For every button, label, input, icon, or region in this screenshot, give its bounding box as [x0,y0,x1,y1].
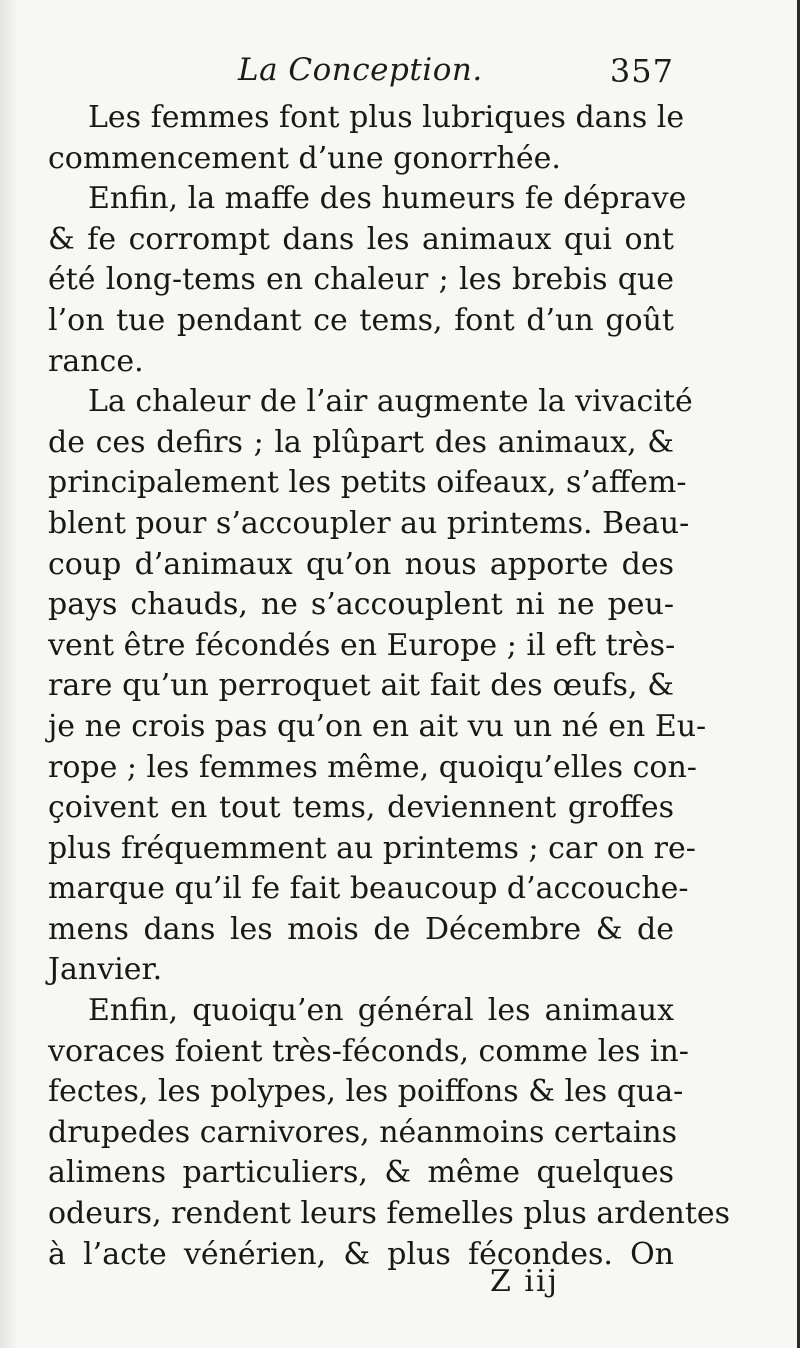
text-line: drupedes carnivores, néanmoins certains [48,1114,678,1150]
text-line: Les femmes font plus lubriques dans le [88,100,685,135]
text-line: plus fréquemment au printems ; car on re- [48,830,696,866]
signature-mark: Z iij [490,1264,559,1299]
text-line: Enfin, quoiqu’en général les animaux [88,993,674,1029]
paragraph [48,98,685,179]
text-line: pays chauds, ne s’accouplent ni ne peu- [48,587,674,623]
text-line: je ne crois pas qu’on en ait vu un né en Eu- [48,708,707,744]
paragraph [48,991,731,1275]
text-line: de ces defirs ; la plûpart des animaux, & [48,424,674,460]
paragraph [48,179,687,382]
text-line: marque qu’il fe fait beaucoup d’accouche- [48,871,689,907]
text-line: çoivent en tout tems, deviennent groffes [48,790,674,826]
page-number: 357 [609,52,674,90]
text-line: rare qu’un perroquet ait fait des œufs, & [48,668,674,704]
text-line: été long-tems en chaleur ; les brebis que [48,262,674,298]
body-text [48,98,731,1275]
text-line: vent être fécondés en Europe ; il eft très- [48,627,676,663]
text-line: Janvier. [48,952,163,988]
text-line: alimens particuliers, & même quelques [48,1155,674,1191]
text-line: l’on tue pendant ce tems, font d’un goût [48,302,674,338]
text-line: coup d’animaux qu’on nous apporte des [48,546,674,582]
text-line: mens dans les mois de Décembre & de [48,911,674,947]
text-line: Enfin, la maffe des humeurs fe déprave [88,181,687,217]
running-title: La Conception. [238,52,483,88]
text-line: & fe corrompt dans les animaux qui ont [48,221,674,257]
text-line: odeurs, rendent leurs femelles plus ardentes [48,1196,731,1232]
paragraph [48,382,707,991]
text-line: rance. [48,343,144,379]
text-line: blent pour s’accoupler au printems. Beau- [48,505,690,541]
text-line: à l’acte vénérien, & plus fécondes. On [48,1236,674,1272]
page-header [48,48,674,98]
text-line: fectes, les polypes, les poiffons & les qua- [48,1074,684,1110]
text-line: rope ; les femmes même, quoiqu’elles con- [48,749,697,785]
text-line: commencement d’une gonorrhée. [48,140,561,176]
text-line: principalement les petits oifeaux, s’affem- [48,465,687,501]
text-line: La chaleur de l’air augmente la vivacité [88,384,693,420]
text-line: voraces foient très-féconds, comme les in- [48,1033,689,1069]
